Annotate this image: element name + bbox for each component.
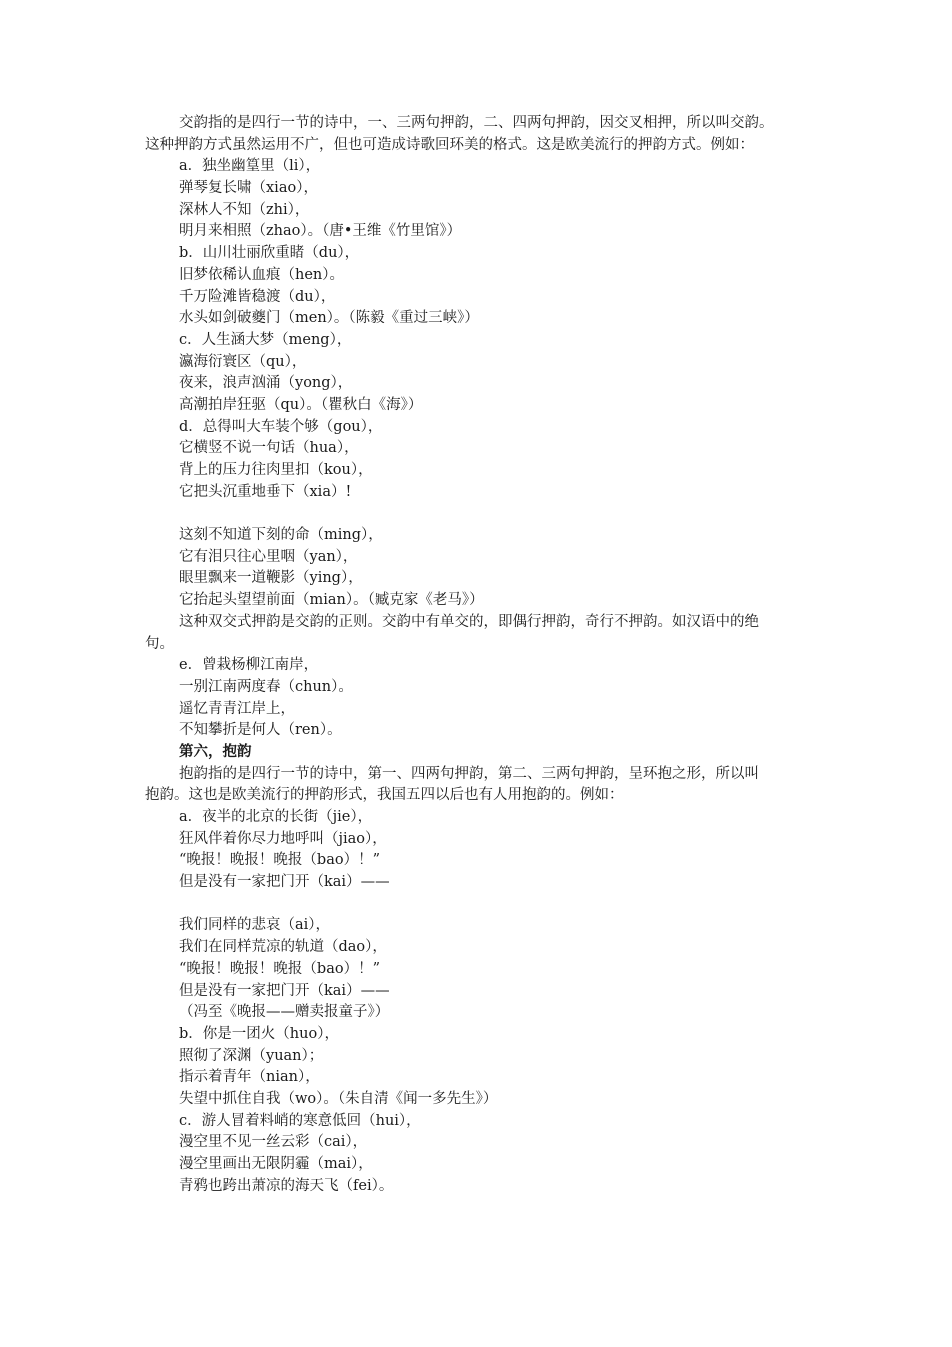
poem-line: 旧梦依稀认血痕（hen）。 <box>179 266 345 283</box>
poem-line: “晚报！晚报！晚报（bao）！” <box>179 852 380 869</box>
poem-line: a．夜半的北京的长街（jie）， <box>179 809 373 825</box>
poem-line: c．游人冒着料峭的寒意低回（hui）， <box>179 1112 421 1129</box>
poem-line: 漫空里画出无限阴霾（mai）， <box>179 1156 373 1172</box>
poem-line: 狂风伴着你尽力地呼叫（jiao）， <box>179 830 387 847</box>
poem-line: 遥忆青青江岸上， <box>179 700 295 717</box>
poem-line: e．曾栽杨柳江南岸， <box>179 657 319 674</box>
document-body <box>145 113 860 1197</box>
poem-line: 这刻不知道下刻的命（ming）， <box>179 527 383 544</box>
poem-line: 我们同样的悲哀（ai）， <box>179 917 331 934</box>
poem-line: 指示着青年（nian）， <box>179 1069 320 1086</box>
paragraph-line: 交韵指的是四行一节的诗中，一、三两句押韵，二、四两句押韵，因交叉相押，所以叫交韵。 <box>179 115 774 131</box>
poem-line: c．人生涵大梦（meng）， <box>179 331 352 348</box>
poem-line: 青鸦也跨出萧凉的海天飞（fei）。 <box>179 1177 394 1194</box>
poem-line: 高潮拍岸狂驱（qu）。（瞿秋白《海》） <box>179 396 423 413</box>
paragraph-continuation-line: 这种押韵方式虽然运用不广，但也可造成诗歌回环美的格式。这是欧美流行的押韵方式。例如： <box>145 136 754 153</box>
poem-line: b．山川壮丽欣重睹（du）， <box>179 245 360 262</box>
poem-line: （冯至《晚报——赠卖报童子》） <box>179 1004 390 1021</box>
paragraph-continuation-line: 抱韵。这也是欧美流行的押韵形式，我国五四以后也有人用抱韵的。例如： <box>145 787 624 804</box>
poem-line: 弹琴复长啸（xiao）， <box>179 180 318 197</box>
blank-line <box>145 894 860 916</box>
poem-line: 瀛海衍寰区（qu）， <box>179 353 307 370</box>
poem-line: 它横竖不说一句话（hua）， <box>179 440 359 457</box>
poem-line: d．总得叫大车装个够（gou）， <box>179 418 383 435</box>
poem-line: 失望中抓住自我（wo）。（朱自清《闻一多先生》） <box>179 1090 498 1107</box>
paragraph-line: 这种双交式押韵是交韵的正则。交韵中有单交的，即偶行押韵，奇行不押韵。如汉语中的绝 <box>179 613 759 630</box>
poem-line: 明月来相照（zhao）。（唐•王维《竹里馆》） <box>179 223 462 240</box>
poem-line: 但是没有一家把门开（kai）—— <box>179 874 390 891</box>
poem-line: 它把头沉重地垂下（xia）! <box>179 483 352 500</box>
poem-line: 深林人不知（zhi）， <box>179 201 310 218</box>
section-heading: 第六，抱韵 <box>179 743 252 760</box>
poem-line: 千万险滩皆稳渡（du）， <box>179 288 336 305</box>
poem-line: 眼里飘来一道鞭影（ying）， <box>179 570 363 587</box>
paragraph-continuation-line: 句。 <box>145 635 174 652</box>
poem-line: 它有泪只往心里咽（yan）， <box>179 548 358 565</box>
poem-line: 不知攀折是何人（ren）。 <box>179 722 342 739</box>
poem-line: 照彻了深渊（yuan）； <box>179 1047 324 1064</box>
poem-line: “晚报！晚报！晚报（bao）！” <box>179 960 380 977</box>
blank-line <box>145 503 860 525</box>
poem-line: a．独坐幽篁里（li）， <box>179 158 321 175</box>
poem-line: 漫空里不见一丝云彩（cai）， <box>179 1134 368 1151</box>
poem-line: 我们在同样荒凉的轨道（dao）， <box>179 939 387 956</box>
poem-line: 背上的压力往肉里扣（kou）， <box>179 462 373 478</box>
poem-line: 但是没有一家把门开（kai）—— <box>179 982 390 999</box>
poem-line: 一别江南两度春（chun）。 <box>179 678 353 695</box>
poem-line: 夜来，浪声汹涌（yong）， <box>179 375 353 392</box>
poem-line: 它抬起头望望前面（mian）。（臧克家《老马》） <box>179 592 484 609</box>
paragraph-line: 抱韵指的是四行一节的诗中，第一、四两句押韵，第二、三两句押韵，呈环抱之形，所以叫 <box>179 765 759 782</box>
poem-line: 水头如剑破夔门（men）。（陈毅《重过三峡》） <box>179 310 479 327</box>
poem-line: b．你是一团火（huo）， <box>179 1025 339 1042</box>
